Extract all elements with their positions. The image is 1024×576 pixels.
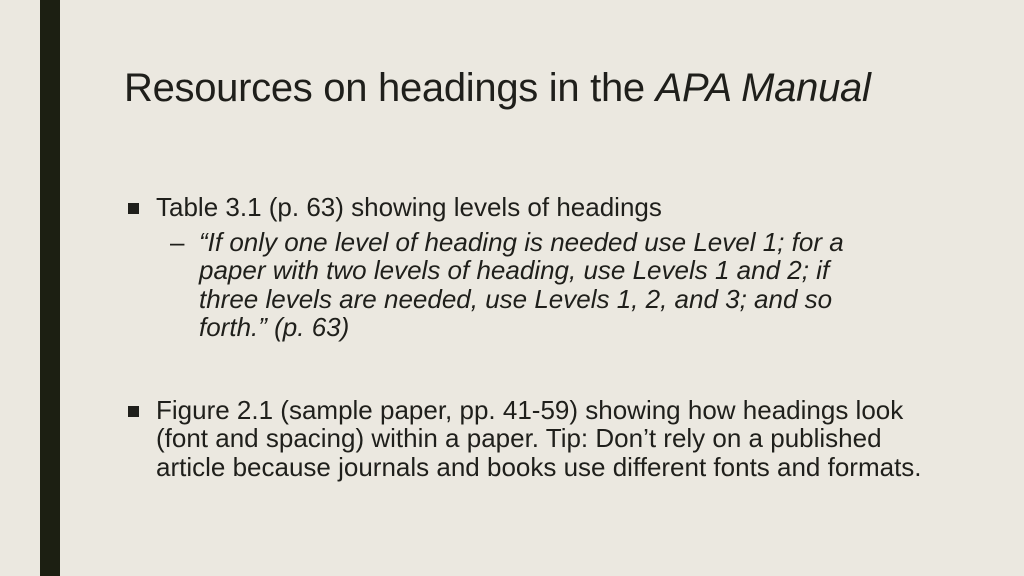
bullet-text: Figure 2.1 (sample paper, pp. 41-59) showing how headings look (font and spacing) within a paper. Tip: Don’t rely on a published article because journals and books use different fonts and formats. [156, 394, 922, 482]
dash-bullet-icon: – [170, 226, 185, 257]
bullet-figure-2-1 [126, 396, 926, 482]
quote-text: “If only one level of heading is needed use Level 1; for a paper with two levels of heading, use Levels 1 and 2; if three levels are needed, use Levels 1, 2, and 3; and so forth.” (p. 63) [199, 226, 844, 342]
square-bullet-icon [128, 406, 139, 417]
square-bullet-icon [128, 203, 139, 214]
slide-title [124, 64, 924, 112]
title-main: Resources on headings in the [124, 66, 656, 110]
title-italic: APA Manual [655, 66, 871, 110]
slide-content [126, 193, 926, 481]
accent-bar [40, 0, 60, 576]
bullet-table-3-1 [126, 193, 926, 222]
sub-bullet-quote [170, 228, 879, 342]
bullet-text: Table 3.1 (p. 63) showing levels of headings [156, 192, 662, 222]
